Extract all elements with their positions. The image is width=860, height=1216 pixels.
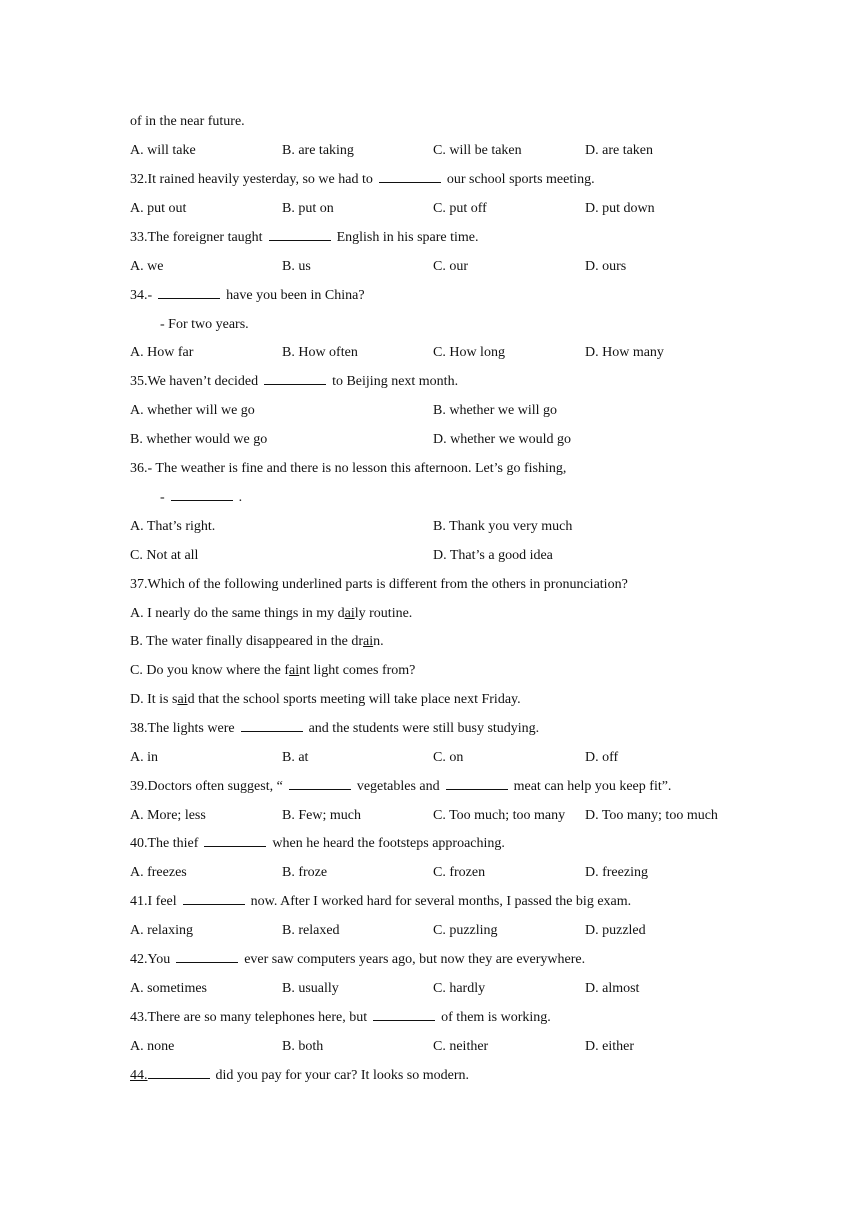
stem-text: 41.I feel xyxy=(130,894,177,909)
option-c: C. Too much; too many xyxy=(433,808,566,823)
stem-text: 40.The thief xyxy=(130,836,199,851)
stem-text: when he heard the footsteps approaching. xyxy=(272,836,505,851)
option-a: A. sometimes xyxy=(130,981,207,996)
question-42-stem xyxy=(130,950,800,970)
question-36-options-row-1 xyxy=(130,517,800,537)
question-35-options-row-2 xyxy=(130,430,800,450)
stem-text: meat can help you keep fit”. xyxy=(513,779,672,794)
sentence-text: nt light comes from? xyxy=(299,663,416,678)
answer-blank xyxy=(158,286,220,299)
question-34-reply xyxy=(160,315,800,335)
underlined-letters: ai xyxy=(289,663,300,678)
option-a: A. How far xyxy=(130,345,194,360)
stem-text: 33.The foreigner taught xyxy=(130,230,263,245)
question-36-options-row-2 xyxy=(130,546,800,566)
sentence-text: D. It is s xyxy=(130,692,178,707)
option-b: B. whether we will go xyxy=(433,403,558,418)
option-d: D. freezing xyxy=(585,865,648,880)
option-d: D. are taken xyxy=(585,143,654,158)
option-d: D. put down xyxy=(585,201,655,216)
question-33-options xyxy=(130,257,800,277)
option-c: C. frozen xyxy=(433,865,486,880)
stem-text: of them is working. xyxy=(441,1010,551,1025)
stem-text: 36.- The weather is fine and there is no lesson this afternoon. Let’s go fishing, xyxy=(130,461,567,476)
answer-blank xyxy=(446,777,508,790)
question-36-reply xyxy=(160,488,800,508)
option-c: C. put off xyxy=(433,201,487,216)
stem-text: ever saw computers years ago, but now they are everywhere. xyxy=(244,952,586,967)
option-d: D. puzzled xyxy=(585,923,646,938)
option-a: A. put out xyxy=(130,201,187,216)
question-35-stem xyxy=(130,372,800,392)
option-b: B. froze xyxy=(282,865,328,880)
sentence-text: d that the school sports meeting will take place next Friday. xyxy=(187,692,521,707)
question-40-options xyxy=(130,863,800,883)
question-39-options xyxy=(130,806,800,826)
option-a: A. freezes xyxy=(130,865,187,880)
option-c: C. neither xyxy=(433,1039,489,1054)
answer-blank xyxy=(148,1066,210,1079)
question-34-options xyxy=(130,343,800,363)
option-d: D. ours xyxy=(585,259,627,274)
stem-text: 39.Doctors often suggest, “ xyxy=(130,779,283,794)
answer-blank xyxy=(183,892,245,905)
question-37-option-a xyxy=(130,604,800,624)
option-a: A. we xyxy=(130,259,164,274)
option-a: A. relaxing xyxy=(130,923,193,938)
question-42-options xyxy=(130,979,800,999)
option-d: D. How many xyxy=(585,345,664,360)
option-d: D. either xyxy=(585,1039,634,1054)
question-31-stem-fragment xyxy=(130,112,800,132)
question-41-options xyxy=(130,921,800,941)
stem-text: 35.We haven’t decided xyxy=(130,374,259,389)
sentence-text: C. Do you know where the f xyxy=(130,663,290,678)
answer-blank xyxy=(373,1008,435,1021)
question-43-options xyxy=(130,1037,800,1057)
underlined-letters: ai xyxy=(177,692,188,707)
question-43-stem xyxy=(130,1008,800,1028)
option-b: B. us xyxy=(282,259,311,274)
option-d: D. Too many; too much xyxy=(585,808,718,823)
option-a: A. none xyxy=(130,1039,175,1054)
stem-text: of in the near future. xyxy=(130,114,245,129)
answer-blank xyxy=(176,950,238,963)
question-number: 44. xyxy=(130,1068,148,1083)
stem-text: 32.It rained heavily yesterday, so we had to xyxy=(130,172,373,187)
option-d: D. off xyxy=(585,750,619,765)
stem-text: did you pay for your car? It looks so modern. xyxy=(215,1068,469,1083)
stem-text: our school sports meeting. xyxy=(446,172,595,187)
question-36-stem xyxy=(130,459,800,479)
question-32-options xyxy=(130,199,800,219)
stem-text: vegetables and xyxy=(356,779,440,794)
answer-blank xyxy=(171,488,233,501)
option-b: B. are taking xyxy=(282,143,354,158)
option-b: B. usually xyxy=(282,981,339,996)
answer-blank xyxy=(264,372,326,385)
option-b: B. Few; much xyxy=(282,808,361,823)
question-37-option-b xyxy=(130,632,800,652)
sentence-text: B. The water finally disappeared in the dr xyxy=(130,634,363,649)
option-b: B. relaxed xyxy=(282,923,340,938)
option-c: B. whether would we go xyxy=(130,432,268,447)
option-c: C. will be taken xyxy=(433,143,522,158)
option-a: A. in xyxy=(130,750,158,765)
reply-text: - For two years. xyxy=(160,317,249,332)
option-c: C. hardly xyxy=(433,981,486,996)
option-a: A. whether will we go xyxy=(130,403,255,418)
sentence-text: ly routine. xyxy=(354,606,413,621)
option-a: A. will take xyxy=(130,143,196,158)
stem-text: 42.You xyxy=(130,952,171,967)
question-37-option-c xyxy=(130,661,800,681)
question-35-options-row-1 xyxy=(130,401,800,421)
question-38-options xyxy=(130,748,800,768)
option-b: B. How often xyxy=(282,345,358,360)
stem-text: 43.There are so many telephones here, but xyxy=(130,1010,368,1025)
answer-blank xyxy=(269,228,331,241)
question-33-stem xyxy=(130,228,800,248)
underlined-letters: ai xyxy=(363,634,374,649)
sentence-text: n. xyxy=(373,634,384,649)
option-b: B. at xyxy=(282,750,309,765)
option-c: C. puzzling xyxy=(433,923,498,938)
answer-blank xyxy=(289,777,351,790)
answer-blank xyxy=(204,834,266,847)
stem-text: English in his spare time. xyxy=(336,230,479,245)
option-c: C. our xyxy=(433,259,468,274)
question-44-stem xyxy=(130,1066,800,1086)
answer-blank xyxy=(379,170,441,183)
question-34-stem xyxy=(130,286,800,306)
reply-dash: - xyxy=(160,490,165,505)
option-c: C. How long xyxy=(433,345,505,360)
sentence-text: A. I nearly do the same things in my d xyxy=(130,606,345,621)
option-a: A. That’s right. xyxy=(130,519,216,534)
option-c: C. on xyxy=(433,750,464,765)
stem-text: 37.Which of the following underlined parts is different from the others in pronunciation? xyxy=(130,577,628,592)
option-d: D. That’s a good idea xyxy=(433,548,553,563)
option-b: B. Thank you very much xyxy=(433,519,573,534)
question-41-stem xyxy=(130,892,800,912)
answer-blank xyxy=(241,719,303,732)
stem-text: and the students were still busy studying. xyxy=(308,721,540,736)
option-d: D. almost xyxy=(585,981,640,996)
stem-text: 38.The lights were xyxy=(130,721,235,736)
question-31-options xyxy=(130,141,800,161)
question-37-option-d xyxy=(130,690,800,710)
question-32-stem xyxy=(130,170,800,190)
stem-text: have you been in China? xyxy=(226,288,365,303)
option-a: A. More; less xyxy=(130,808,206,823)
question-38-stem xyxy=(130,719,800,739)
question-37-stem xyxy=(130,575,800,595)
stem-text: 34.- xyxy=(130,288,153,303)
question-39-stem xyxy=(130,777,800,797)
option-b: B. both xyxy=(282,1039,324,1054)
question-40-stem xyxy=(130,834,800,854)
stem-text: now. After I worked hard for several months, I passed the big exam. xyxy=(250,894,632,909)
option-b: B. put on xyxy=(282,201,334,216)
underlined-letters: ai xyxy=(344,606,355,621)
option-c: C. Not at all xyxy=(130,548,199,563)
stem-text: to Beijing next month. xyxy=(332,374,459,389)
option-d: D. whether we would go xyxy=(433,432,572,447)
reply-period: . xyxy=(238,490,243,505)
